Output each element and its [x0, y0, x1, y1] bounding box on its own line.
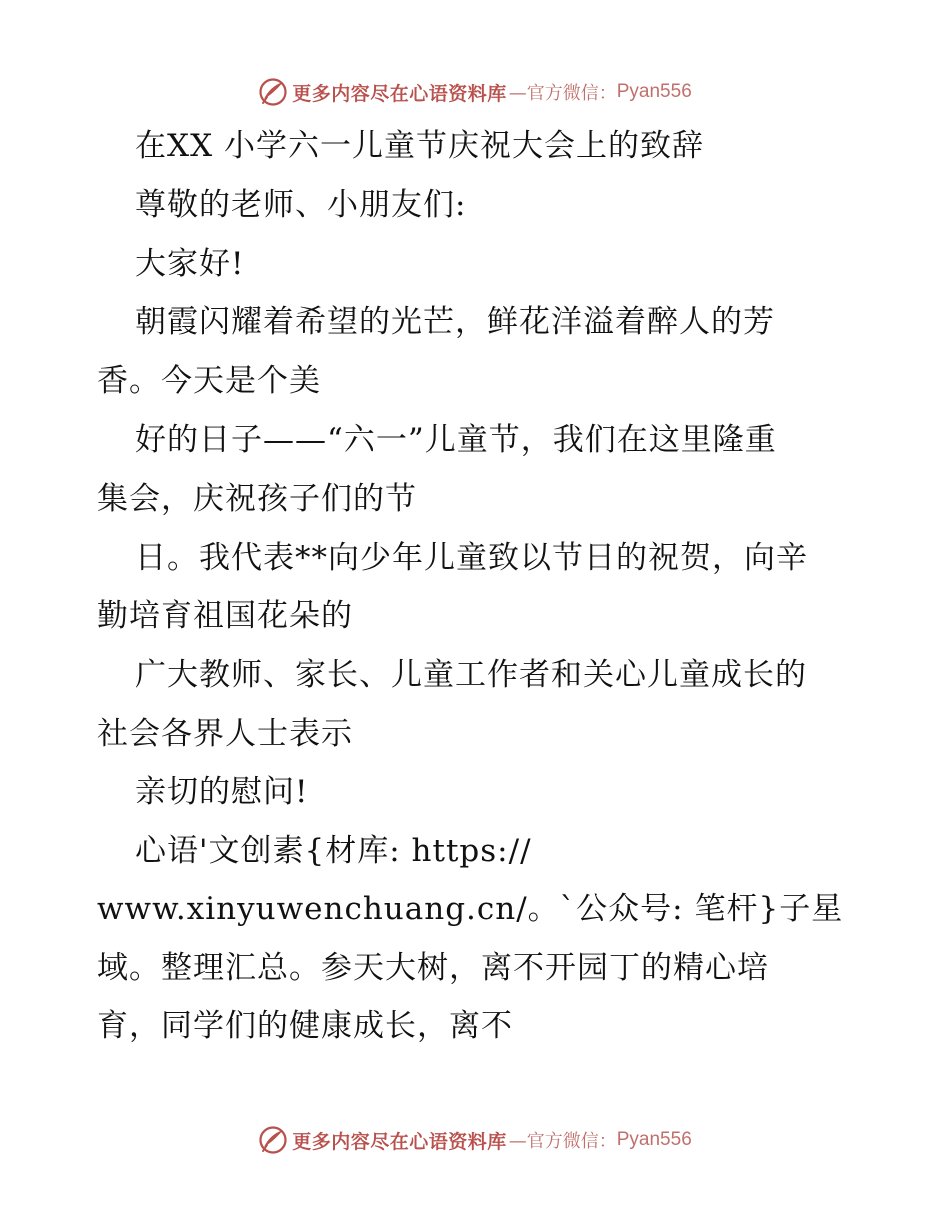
salutation: 尊敬的老师、小朋友们:: [135, 187, 467, 223]
wechat-id: Pyan556: [616, 81, 692, 102]
brand-text: 更多内容尽在心语资料库: [292, 1130, 507, 1153]
quill-logo-icon: [258, 77, 288, 107]
paragraph-line: 集会，庆祝孩子们的节: [97, 481, 417, 517]
paragraph-line: 朝霞闪耀着希望的光芒，鲜花洋溢着醉人的芳: [135, 304, 775, 340]
greeting: 大家好!: [135, 246, 245, 282]
footer-watermark: [0, 1120, 950, 1160]
paragraph-line: 好的日子——“六一”儿童节，我们在这里隆重: [135, 422, 777, 458]
quill-logo-icon: [258, 1125, 288, 1155]
paragraph-line: 心语'文创素{材库: https://: [135, 833, 532, 869]
paragraph-line: 日。我代表**向少年儿童致以节日的祝贺，向辛: [135, 540, 808, 576]
wechat-id: Pyan556: [616, 1129, 692, 1150]
header-watermark: [0, 72, 950, 112]
paragraph-line: 广大教师、家长、儿童工作者和关心儿童成长的: [135, 657, 807, 693]
brand-text: 更多内容尽在心语资料库: [292, 82, 507, 105]
paragraph-line: 域。整理汇总。参天大树，离不开园丁的精心培: [97, 950, 769, 986]
paragraph-line: 社会各界人士表示: [97, 716, 353, 752]
document-title: 在XX 小学六一儿童节庆祝大会上的致辞: [135, 128, 704, 164]
paragraph-line: 香。今天是个美: [97, 363, 321, 399]
paragraph-line: www.xinyuwenchuang.cn/。`公众号: 笔杆}子星: [97, 891, 844, 927]
official-label: —官方微信：: [508, 1131, 617, 1152]
paragraph-line: 育，同学们的健康成长，离不: [97, 1008, 513, 1044]
paragraph-line: 勤培育祖国花朵的: [97, 598, 353, 634]
official-label: —官方微信：: [508, 83, 617, 104]
paragraph-line: 亲切的慰问!: [135, 774, 309, 810]
